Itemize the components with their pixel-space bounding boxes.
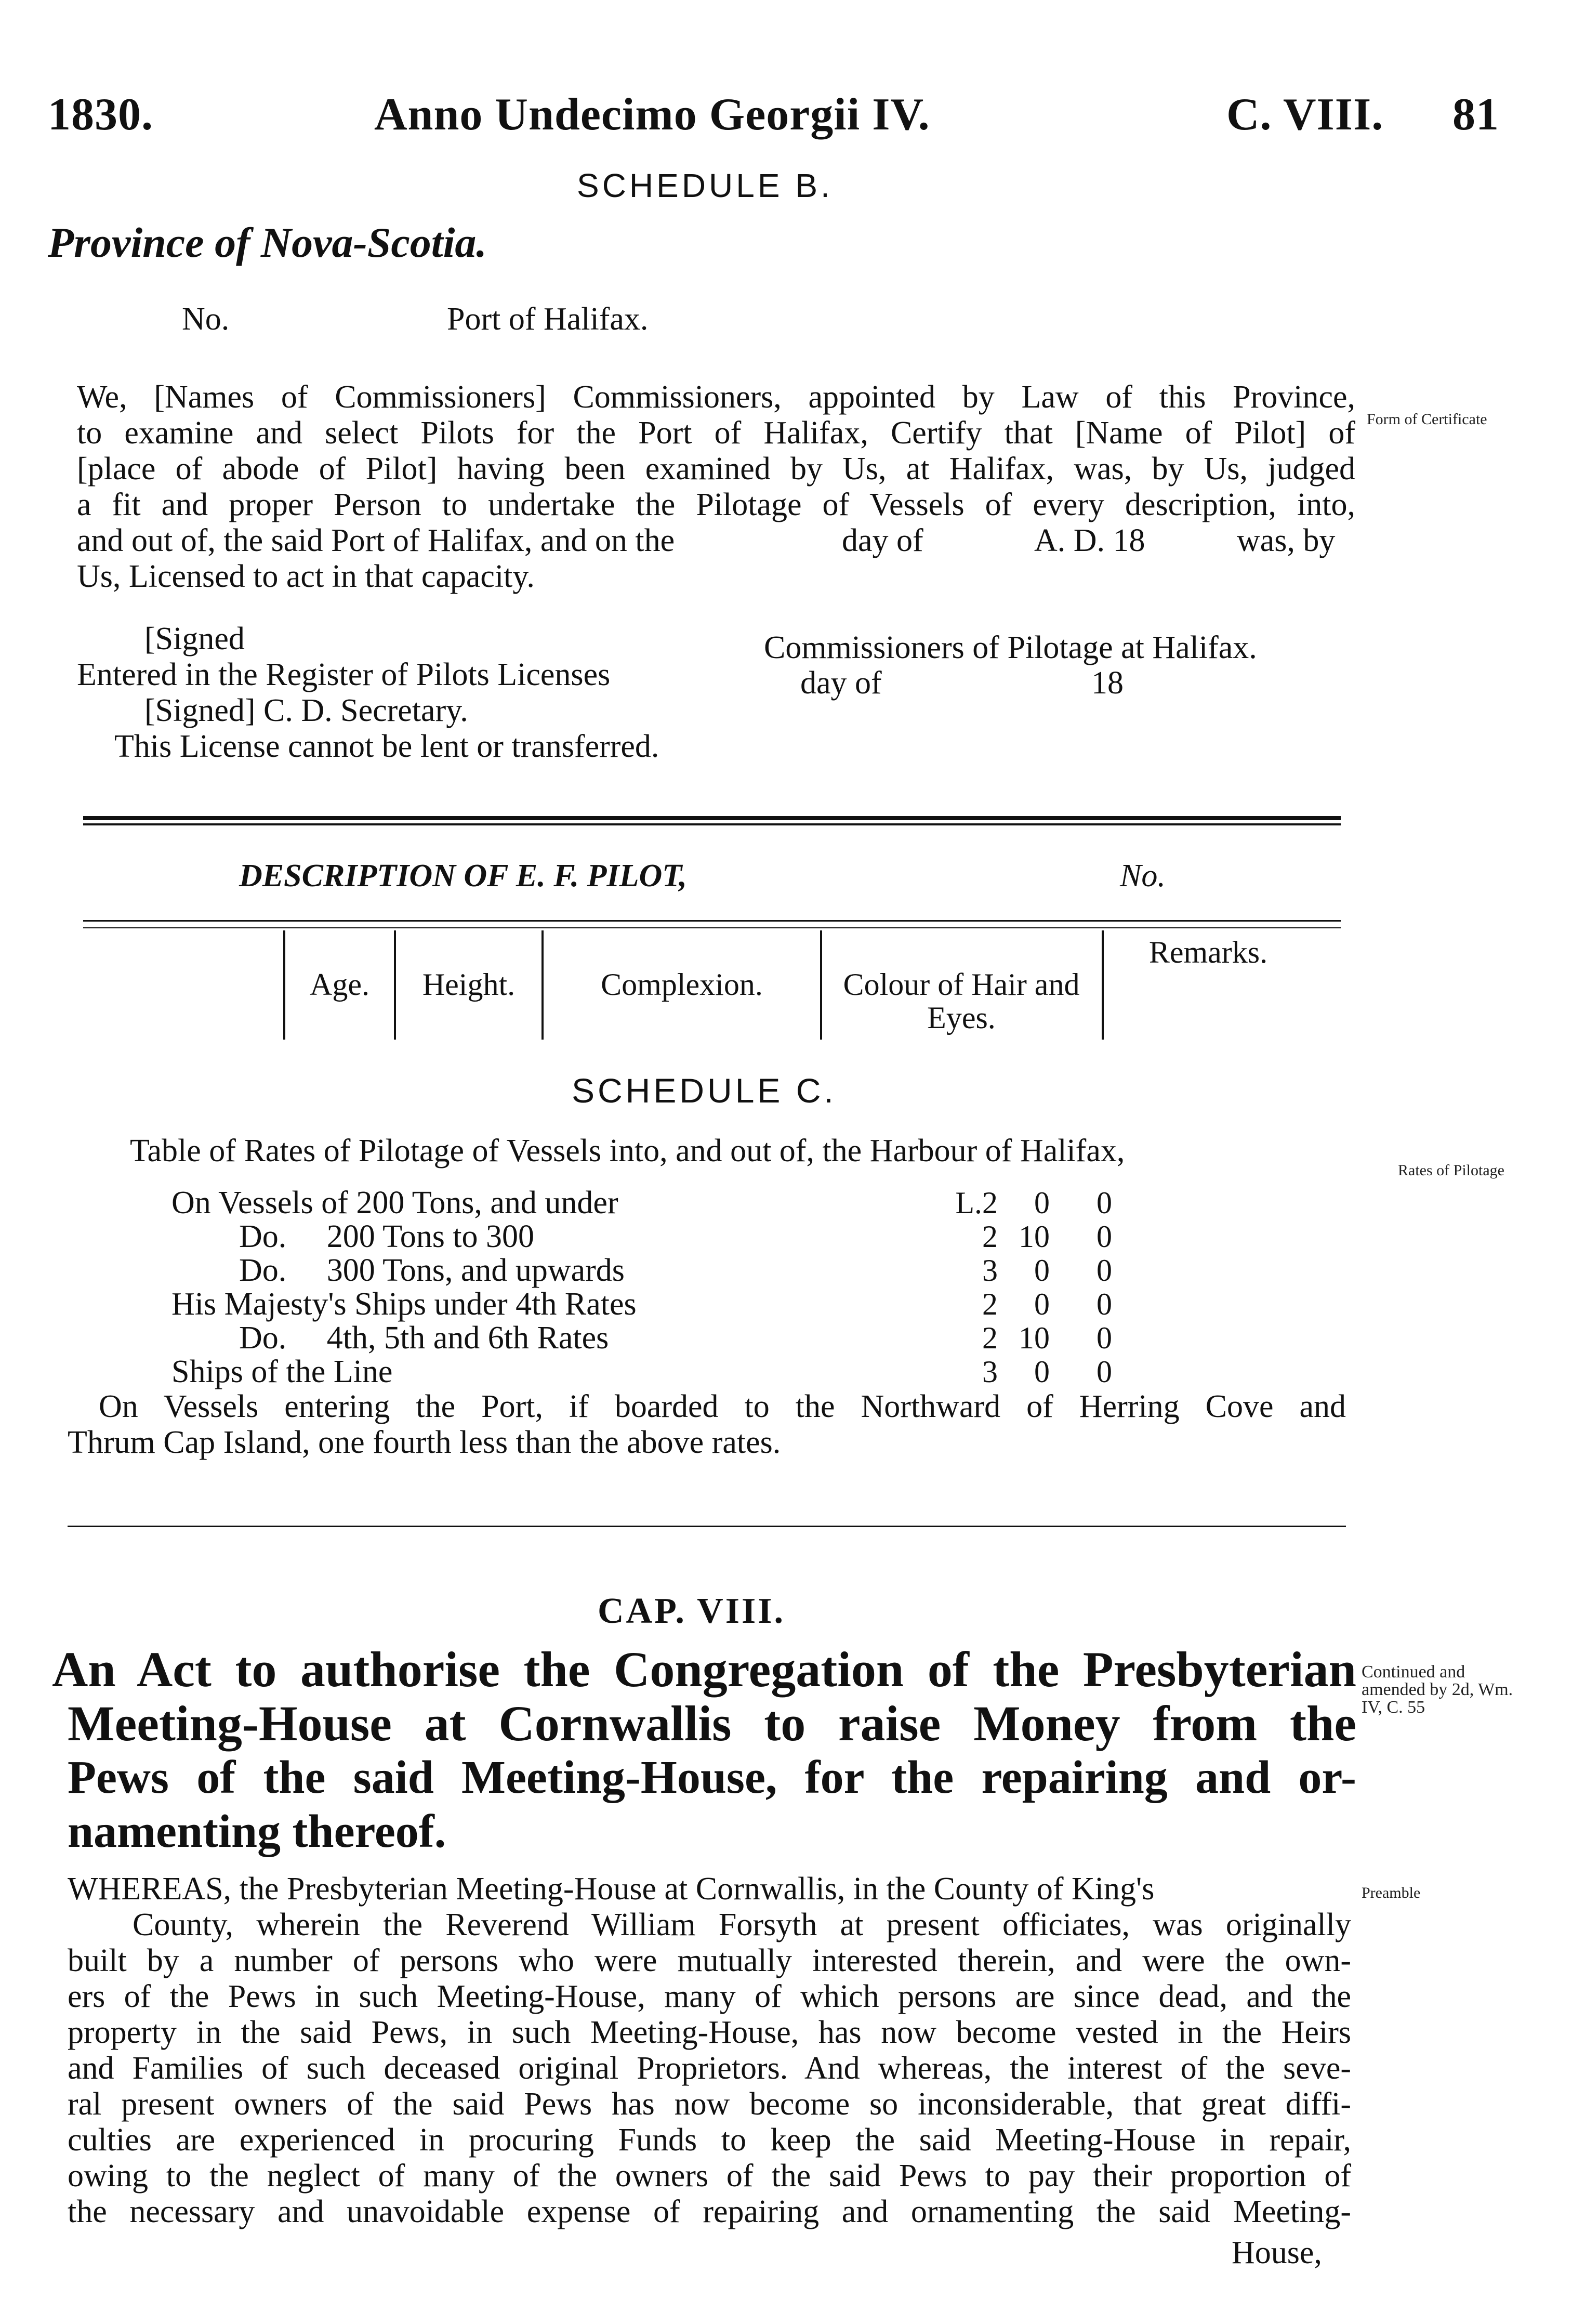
preamble-line-9: the necessary and unavoidable expense of repairing and ornamenting the said Meeting- [68, 2194, 1351, 2229]
rate-row-1-pounds: L.2 [955, 1186, 998, 1220]
entered-day-of: day of [800, 665, 882, 701]
rate-row-2-pounds: 2 [982, 1219, 998, 1254]
rate-row-4-pounds: 2 [982, 1287, 998, 1321]
signed-secretary: [Signed] C. D. Secretary. [144, 693, 468, 728]
double-rule-bottom [83, 823, 1341, 825]
description-col-complexion: Complexion. [601, 967, 763, 1002]
rate-row-1-shillings: 0 [1034, 1186, 1050, 1220]
rate-row-5-pounds: 2 [982, 1321, 998, 1355]
rate-row-2-desc: Do. 200 Tons to 300 [239, 1219, 535, 1254]
rate-row-6-pounds: 3 [982, 1355, 998, 1389]
certificate-line-5: and out of, the said Port of Halifax, and on the [77, 523, 675, 558]
preamble-text: WHEREAS, the Presbyterian Meeting-House at Cornwallis, in the County of King's [68, 1871, 1155, 1907]
preamble-line-3: ers of the Pews in such Meeting-House, many of which persons are since dead, and the [68, 1979, 1351, 2014]
rate-row-2-pence: 0 [1097, 1219, 1112, 1254]
margin-note-preamble: Preamble [1362, 1884, 1421, 1901]
rate-row-3-pounds: 3 [982, 1253, 998, 1288]
rate-row-2-shillings: 10 [1019, 1219, 1050, 1254]
schedule-b-heading: SCHEDULE B. [577, 167, 833, 204]
description-col-age: Age. [310, 967, 369, 1002]
signed-label: [Signed [144, 621, 245, 657]
rate-row-4-pence: 0 [1097, 1287, 1112, 1321]
catchword: House, [1232, 2235, 1322, 2270]
description-col-divider-5 [1102, 930, 1104, 1040]
certificate-was-by: was, by [1237, 523, 1336, 558]
margin-note-form-of-certificate: Form of Certificate [1367, 411, 1487, 428]
description-table-top-rule [83, 920, 1341, 922]
certificate-no-label: No. [182, 301, 230, 337]
rate-row-3-shillings: 0 [1034, 1253, 1050, 1288]
preamble-line-4: property in the said Pews, in such Meeting-House, has now become vested in the Heirs [68, 2015, 1351, 2050]
act-title-line-2: Meeting-House at Cornwallis to raise Money from the [68, 1696, 1356, 1751]
preamble-first-line [68, 1871, 1351, 1907]
rate-row-5-shillings: 10 [1019, 1321, 1050, 1355]
description-no-label: No. [1120, 858, 1166, 894]
description-table-top-rule-2 [83, 927, 1341, 928]
schedule-c-intro: Table of Rates of Pilotage of Vessels into, and out of, the Harbour of Halifax, [130, 1133, 1125, 1168]
certificate-line-3: [place of abode of Pilot] having been examined by Us, at Halifax, was, by Us, judged [77, 451, 1355, 487]
rate-row-4-desc: His Majesty's Ships under 4th Rates [171, 1286, 637, 1322]
description-col-hair-eyes: Colour of Hair and Eyes. [843, 967, 1080, 1035]
description-col-divider-4 [820, 930, 822, 1040]
header-title: Anno Undecimo Georgii IV. [374, 89, 930, 140]
rate-row-3-desc: Do. 300 Tons, and upwards [239, 1253, 625, 1288]
rate-row-6-pence: 0 [1097, 1355, 1112, 1389]
double-rule-top [83, 816, 1341, 820]
margin-note-continued-amended: Continued and amended by 2d, Wm. IV, C. 55 [1362, 1662, 1513, 1717]
preamble-line-6: ral present owners of the said Pews has now become so inconsiderable, that great diffi- [68, 2086, 1351, 2122]
description-col-remarks: Remarks. [1148, 935, 1268, 969]
preamble-line-2: built by a number of persons who were mutually interested therein, and were the own- [68, 1943, 1351, 1978]
description-title: DESCRIPTION OF E. F. PILOT, [239, 858, 687, 894]
act-title-line-1: An Act to authorise the Congregation of the Presbyterian [52, 1642, 1356, 1697]
rate-row-5-desc: Do. 4th, 5th and 6th Rates [239, 1320, 609, 1356]
rate-row-1-desc: On Vessels of 200 Tons, and under [171, 1185, 618, 1220]
province-title: Province of Nova-Scotia. [48, 219, 487, 266]
certificate-line-6: Us, Licensed to act in that capacity. [77, 559, 535, 594]
header-chapter: C. VIII. [1226, 89, 1384, 140]
margin-note-rates-of-pilotage: Rates of Pilotage [1398, 1162, 1504, 1179]
commissioners-label: Commissioners of Pilotage at Halifax. [764, 630, 1257, 665]
schedule-c-heading: SCHEDULE C. [572, 1071, 837, 1110]
certificate-line-1: We, [Names of Commissioners] Commissioners, appointed by Law of this Province, [77, 379, 1355, 415]
description-col-height: Height. [422, 967, 516, 1002]
certificate-ad: A. D. 18 [1034, 523, 1145, 558]
entered-register: Entered in the Register of Pilots Licenses [77, 657, 611, 692]
rate-row-1-pence: 0 [1097, 1186, 1112, 1220]
schedule-c-note-line-1: On Vessels entering the Port, if boarded to the Northward of Herring Cove and [99, 1389, 1346, 1424]
rate-row-3-pence: 0 [1097, 1253, 1112, 1288]
preamble-line-1: County, wherein the Reverend William Forsyth at present officiates, was originally [133, 1907, 1351, 1942]
certificate-port-label: Port of Halifax. [447, 301, 649, 337]
preamble-line-8: owing to the neglect of many of the owners of the said Pews to pay their proportion of [68, 2158, 1351, 2194]
preamble-line-7: culties are experienced in procuring Funds to keep the said Meeting-House in repair, [68, 2122, 1351, 2158]
preamble-line-5: and Families of such deceased original Proprietors. And whereas, the interest of the seve- [68, 2051, 1351, 2086]
rate-row-4-shillings: 0 [1034, 1287, 1050, 1321]
entered-year: 18 [1091, 665, 1124, 701]
header-page-number: 81 [1452, 89, 1499, 140]
act-title-line-3: Pews of the said Meeting-House, for the repairing and or- [68, 1752, 1356, 1803]
schedule-c-note-line-2: Thrum Cap Island, one fourth less than the above rates. [68, 1425, 781, 1460]
license-note: This License cannot be lent or transferred. [114, 729, 659, 764]
certificate-line-2: to examine and select Pilots for the Port of Halifax, Certify that [Name of Pilot] of [77, 415, 1355, 451]
section-separator [68, 1526, 1346, 1527]
rate-row-5-pence: 0 [1097, 1321, 1112, 1355]
certificate-line-4: a fit and proper Person to undertake the Pilotage of Vessels of every description, into, [77, 487, 1355, 522]
header-year: 1830. [48, 89, 153, 140]
cap-heading: CAP. VIII. [598, 1591, 785, 1631]
certificate-day-of: day of [842, 523, 923, 558]
rate-row-6-desc: Ships of the Line [171, 1354, 393, 1389]
rate-row-6-shillings: 0 [1034, 1355, 1050, 1389]
act-title-line-4: namenting thereof. [68, 1806, 446, 1857]
